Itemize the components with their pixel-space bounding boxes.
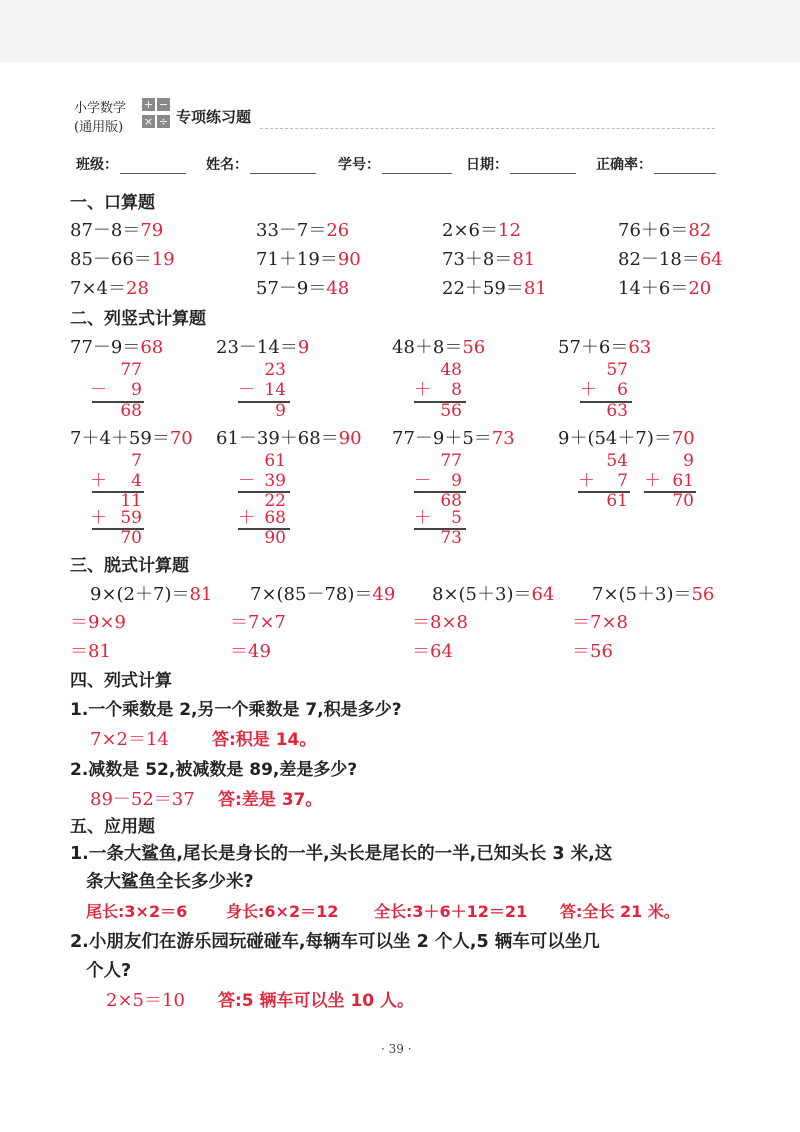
vertical-result: 90 <box>264 528 286 548</box>
vertical-result: 68 <box>440 491 462 511</box>
vertical-result: 70 <box>120 528 142 548</box>
vertical-top: 23 <box>264 360 286 380</box>
info-name: 姓名： <box>206 154 316 174</box>
vertical-result: 70 <box>672 491 694 511</box>
oral-item: 82－18＝64 <box>618 249 723 270</box>
stepwise-question: 9×(2＋7)＝81 <box>90 584 213 605</box>
vertical-addend: 8 <box>451 380 462 400</box>
info-date: 日期： <box>466 154 576 174</box>
stepwise-step: ＝56 <box>572 641 613 662</box>
word-problem-2-line2: 个人? <box>86 961 132 981</box>
stepwise-step: ＝81 <box>70 641 111 662</box>
answer-statement: 答:5 辆车可以坐 10 人。 <box>218 991 415 1011</box>
vertical-question: 77－9＝68 <box>70 337 164 358</box>
page-number: · 39 · <box>381 1042 412 1056</box>
vertical-question: 61－39＋68＝90 <box>216 428 362 449</box>
solution-step: 全长:3＋6＋12＝21 <box>374 902 528 921</box>
oral-item: 7×4＝28 <box>70 278 149 299</box>
answer-expression: 89－52＝37 <box>90 789 195 810</box>
oral-item: 87－8＝79 <box>70 220 164 241</box>
info-accuracy: 正确率： <box>596 154 716 174</box>
vertical-result: 73 <box>440 528 462 548</box>
plus-icon: + <box>143 98 154 111</box>
vertical-top: 54 <box>606 451 628 471</box>
vertical-addend: 14 <box>264 380 286 400</box>
vertical-result: 22 <box>264 491 286 511</box>
vertical-operator: ＋ <box>414 380 431 400</box>
stepwise-question: 8×(5＋3)＝64 <box>432 584 555 605</box>
stepwise-step: ＝8×8 <box>412 612 468 633</box>
vertical-addend: 6 <box>617 380 628 400</box>
vertical-operator: － <box>90 380 107 400</box>
vertical-result: 56 <box>440 401 462 421</box>
vertical-result: 11 <box>120 491 142 511</box>
vertical-question: 77－9＋5＝73 <box>392 428 515 449</box>
word-question-2: 2.减数是 52,被减数是 89,差是多少? <box>70 760 358 780</box>
stepwise-step: ＝64 <box>412 641 453 662</box>
vertical-result: 61 <box>606 491 628 511</box>
vertical-top: 57 <box>606 360 628 380</box>
vertical-operator: － <box>238 471 255 491</box>
stepwise-step: ＝9×9 <box>70 612 126 633</box>
oral-item: 85－66＝19 <box>70 249 175 270</box>
vertical-operator: ＋ <box>238 508 255 528</box>
stepwise-question: 7×(5＋3)＝56 <box>592 584 715 605</box>
vertical-addend: 68 <box>264 508 286 528</box>
vertical-addend: 9 <box>131 380 142 400</box>
vertical-question: 9＋(54＋7)＝70 <box>558 428 695 449</box>
header-series-title: 专项练习题 <box>176 108 252 126</box>
oral-item: 33－7＝26 <box>256 220 350 241</box>
vertical-top: 77 <box>120 360 142 380</box>
section-4-title: 四、列式计算 <box>70 671 172 691</box>
header-subject: 小学数学 <box>74 101 127 116</box>
vertical-addend: 7 <box>617 471 628 491</box>
oral-item: 2×6＝12 <box>442 220 521 241</box>
vertical-operator: ＋ <box>90 471 107 491</box>
vertical-question: 57＋6＝63 <box>558 337 652 358</box>
vertical-top: 61 <box>264 451 286 471</box>
oral-item: 76＋6＝82 <box>618 220 712 241</box>
solution-step: 身长:6×2＝12 <box>226 902 339 921</box>
vertical-operator: ＋ <box>90 508 107 528</box>
solution-step: 尾长:3×2＝6 <box>86 902 188 921</box>
section-5-title: 五、应用题 <box>70 817 155 837</box>
vertical-question: 23－14＝9 <box>216 337 310 358</box>
answer-expression: 7×2＝14 <box>90 729 169 750</box>
section-2-title: 二、列竖式计算题 <box>70 309 206 329</box>
vertical-top: 7 <box>131 451 142 471</box>
times-icon: × <box>143 115 154 128</box>
scan-top-band <box>0 0 800 62</box>
vertical-question: 48＋8＝56 <box>392 337 486 358</box>
vertical-operator: － <box>414 471 431 491</box>
divide-icon: ÷ <box>158 115 169 128</box>
stepwise-question: 7×(85－78)＝49 <box>250 584 396 605</box>
oral-item: 22＋59＝81 <box>442 278 547 299</box>
answer-statement: 答:差是 37。 <box>218 790 323 810</box>
vertical-result: 9 <box>275 401 286 421</box>
info-class: 班级： <box>76 154 186 174</box>
oral-item: 57－9＝48 <box>256 278 350 299</box>
vertical-addend: 4 <box>131 471 142 491</box>
vertical-operator: ＋ <box>414 508 431 528</box>
oral-item: 14＋6＝20 <box>618 278 712 299</box>
vertical-top: 48 <box>440 360 462 380</box>
word-problem-1-line2: 条大鲨鱼全长多少米? <box>86 872 254 892</box>
vertical-addend: 59 <box>120 508 142 528</box>
vertical-operator: ＋ <box>578 471 595 491</box>
info-student-id: 学号： <box>338 154 452 174</box>
header-rule <box>260 128 715 129</box>
answer-expression: 2×5＝10 <box>106 990 185 1011</box>
vertical-result: 68 <box>120 401 142 421</box>
section-1-title: 一、口算题 <box>70 193 155 213</box>
vertical-result: 63 <box>606 401 628 421</box>
section-3-title: 三、脱式计算题 <box>70 556 189 576</box>
oral-item: 71＋19＝90 <box>256 249 361 270</box>
vertical-top: 77 <box>440 451 462 471</box>
vertical-operator: ＋ <box>644 471 661 491</box>
vertical-addend: 5 <box>451 508 462 528</box>
answer-statement: 答:全长 21 米。 <box>560 902 680 921</box>
vertical-question: 7＋4＋59＝70 <box>70 428 193 449</box>
vertical-addend: 39 <box>264 471 286 491</box>
word-problem-1-line1: 1.一条大鲨鱼,尾长是身长的一半,头长是尾长的一半,已知头长 3 米,这 <box>70 844 613 864</box>
oral-item: 73＋8＝81 <box>442 249 536 270</box>
vertical-top: 9 <box>683 451 694 471</box>
word-question-1: 1.一个乘数是 2,另一个乘数是 7,积是多少? <box>70 700 402 720</box>
header-edition: (通用版) <box>74 120 124 135</box>
stepwise-step: ＝49 <box>230 641 271 662</box>
vertical-operator: － <box>238 380 255 400</box>
vertical-addend: 61 <box>672 471 694 491</box>
minus-icon: − <box>158 98 169 111</box>
answer-statement: 答:积是 14。 <box>212 730 317 750</box>
stepwise-step: ＝7×8 <box>572 612 628 633</box>
vertical-operator: ＋ <box>580 380 597 400</box>
vertical-addend: 9 <box>451 471 462 491</box>
stepwise-step: ＝7×7 <box>230 612 286 633</box>
word-problem-2-line1: 2.小朋友们在游乐园玩碰碰车,每辆车可以坐 2 个人,5 辆车可以坐几 <box>70 932 600 952</box>
